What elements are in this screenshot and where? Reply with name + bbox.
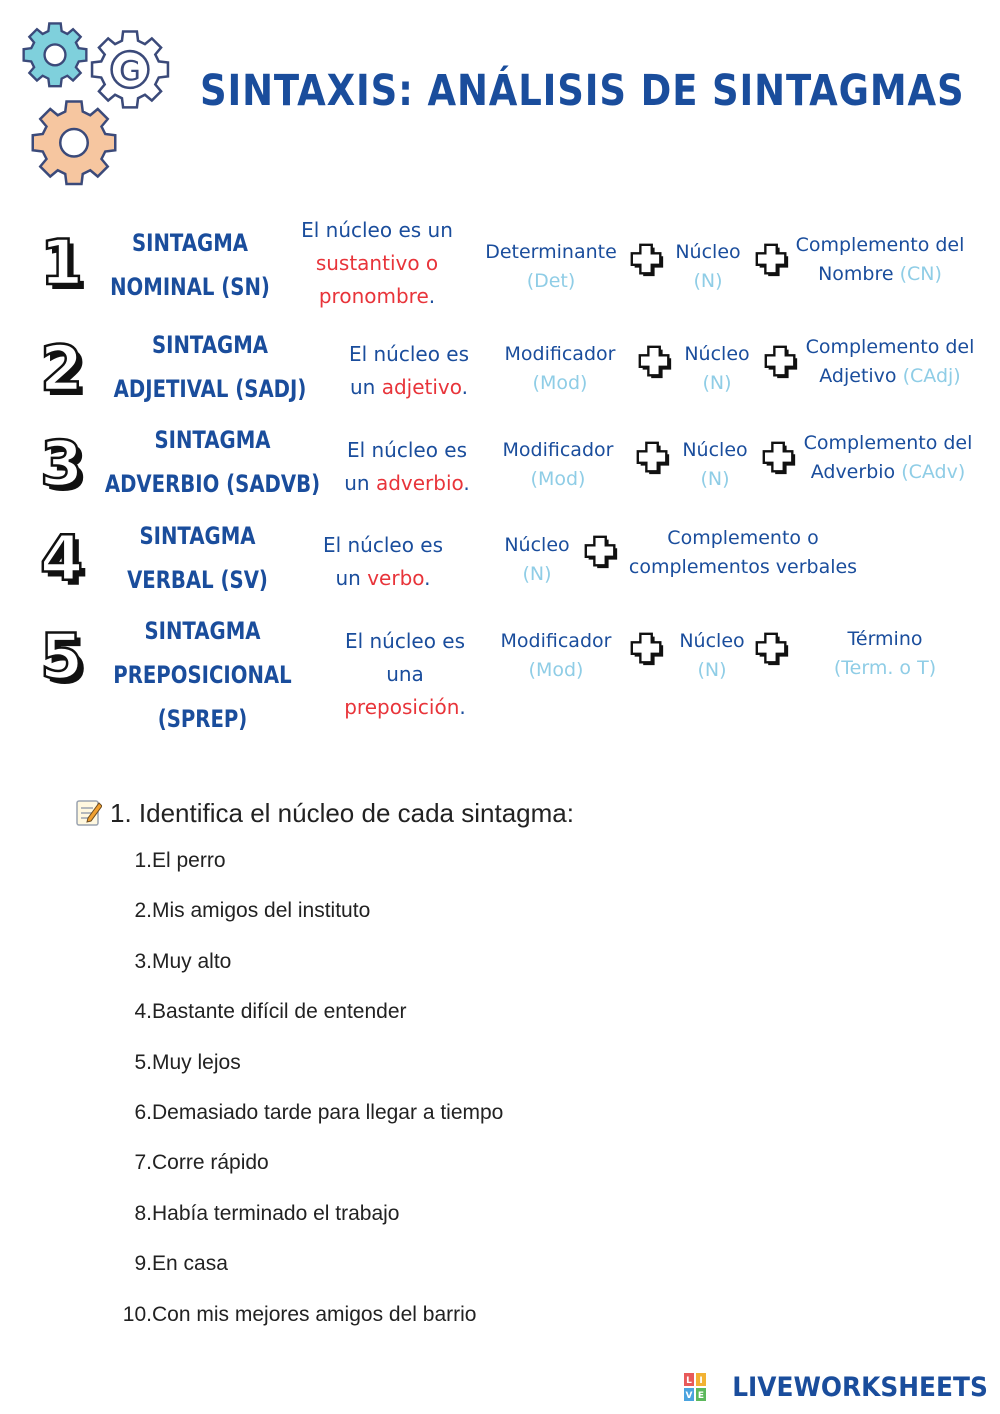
gears-logo-icon (18, 14, 183, 186)
row-title-line: (SPREP) (157, 705, 248, 733)
desc-keyword: adjetivo (381, 375, 462, 399)
exercise-list (110, 846, 503, 1350)
part-nucleo (666, 238, 750, 296)
part-label: Núcleo (684, 343, 750, 365)
desc-line (286, 280, 468, 313)
item-text: Con mis mejores amigos del barrio (152, 1302, 477, 1326)
desc-pre: un (335, 566, 368, 590)
part-label: Núcleo (682, 439, 748, 461)
row-number: 3 (40, 427, 84, 500)
row-title-line: PREPOSICIONAL (113, 661, 292, 689)
plus-icon (762, 343, 800, 381)
part-label: Determinante (485, 241, 617, 263)
part-abbr: (CN) (899, 263, 942, 285)
item-number: 5. (134, 1050, 152, 1074)
item-number: 6. (134, 1100, 152, 1124)
part-label: Núcleo (679, 630, 745, 652)
item-text: Muy alto (152, 949, 232, 973)
exercise-heading (76, 798, 574, 829)
row-title-line: ADJETIVAL (SADJ) (113, 375, 307, 403)
part-nucleo (675, 340, 759, 398)
item-number: 1. (134, 849, 152, 872)
list-item (110, 1148, 503, 1198)
plus-icon (760, 439, 798, 477)
item-number: 9. (134, 1252, 152, 1276)
row-description (332, 434, 482, 500)
part-abbr: (Term. o T) (833, 657, 937, 679)
list-item (110, 846, 503, 896)
row-title-line: SINTAGMA (154, 426, 271, 454)
row-title (92, 221, 289, 309)
desc-keyword: preposición (344, 695, 460, 719)
desc-keyword: sustantivo o (315, 251, 439, 275)
row-title-line: SINTAGMA (131, 229, 249, 257)
row-description (334, 338, 484, 404)
item-text: El perro (152, 849, 226, 872)
list-item (110, 1300, 503, 1350)
row-description (308, 529, 458, 595)
item-text: Había terminado el trabajo (152, 1201, 400, 1225)
part-abbr: (N) (697, 659, 727, 681)
row-number: 2 (40, 332, 84, 405)
item-number: 2. (134, 899, 152, 923)
part-abbr: (CAdj) (902, 365, 961, 387)
part-complemento (798, 429, 978, 487)
part-complemento (790, 231, 970, 289)
memo-icon (76, 798, 102, 826)
part-modificador (488, 436, 628, 494)
icon-letter: I (699, 1376, 703, 1386)
desc-end: . (459, 695, 466, 719)
list-item (110, 997, 503, 1047)
row-title-line: SINTAGMA (139, 522, 256, 550)
item-text: Corre rápido (152, 1151, 269, 1175)
part-nucleo (495, 531, 579, 589)
plus-icon (628, 630, 666, 668)
desc-line: El núcleo es (346, 438, 468, 462)
part-label-2: Adjetivo (819, 365, 897, 387)
plus-icon (634, 439, 672, 477)
desc-keyword: verbo (367, 566, 425, 590)
part-abbr: (N) (702, 372, 732, 394)
desc-keyword: pronombre (318, 284, 429, 308)
part-label: Complemento o (667, 527, 819, 549)
row-title-line: SINTAGMA (144, 617, 261, 645)
part-label: Modificador (504, 343, 616, 365)
part-label: Núcleo (504, 534, 570, 556)
part-modificador (490, 340, 630, 398)
part-nucleo (673, 436, 757, 494)
item-number: 10. (122, 1302, 152, 1326)
row-title-line: ADVERBIO (SADVB) (104, 470, 321, 498)
plus-icon (582, 533, 620, 571)
part-abbr: (Mod) (530, 468, 586, 490)
desc-keyword: adverbio (375, 471, 464, 495)
brand-name: LIVEWORKSHEETS (732, 1371, 988, 1403)
row-title-line: NOMINAL (SN) (110, 273, 270, 301)
row-title (94, 609, 311, 741)
part-label-2: Nombre (818, 263, 894, 285)
item-text: Bastante difícil de entender (152, 1000, 407, 1024)
desc-line: El núcleo es un (301, 218, 453, 242)
desc-end: . (428, 284, 436, 308)
exercise-heading-text: 1. Identifica el núcleo de cada sintagma: (110, 798, 574, 828)
item-text: Demasiado tarde para llegar a tiempo (152, 1100, 504, 1124)
item-number: 4. (134, 1000, 152, 1024)
part-label: Modificador (500, 630, 612, 652)
part-abbr: (Mod) (532, 372, 588, 394)
item-number: 7. (134, 1151, 152, 1175)
item-number: 3. (134, 949, 152, 973)
list-item (110, 1249, 503, 1299)
part-label: Modificador (502, 439, 614, 461)
part-nucleo (670, 627, 754, 685)
item-text: Mis amigos del instituto (152, 899, 371, 923)
row-description (330, 625, 480, 724)
desc-pre: un (349, 375, 382, 399)
page-title: SINTAXIS: ANÁLISIS DE SINTAGMAS (200, 66, 965, 116)
part-label (798, 458, 978, 487)
row-title-line: VERBAL (SV) (127, 566, 268, 594)
icon-letter: V (685, 1391, 693, 1401)
list-item (110, 1199, 503, 1249)
desc-line (332, 467, 482, 500)
desc-pre: un (344, 471, 376, 495)
part-complemento (620, 524, 866, 582)
part-label: Complemento del (805, 336, 975, 358)
part-abbr: (N) (522, 563, 552, 585)
desc-line: El núcleo es (348, 342, 470, 366)
plus-icon (753, 630, 791, 668)
plus-icon (636, 343, 674, 381)
desc-end: . (463, 471, 470, 495)
row-number: 5 (40, 620, 84, 693)
part-label (790, 260, 970, 289)
plus-icon (753, 241, 791, 279)
list-item (110, 1098, 503, 1148)
part-complemento (800, 333, 980, 391)
row-title (95, 323, 325, 411)
desc-line: El núcleo es (344, 629, 466, 653)
row-number: 4 (40, 522, 84, 595)
icon-letter: E (698, 1391, 705, 1401)
desc-line: una (386, 662, 424, 686)
desc-line (330, 691, 480, 724)
gear-letter: G (119, 54, 141, 87)
part-abbr: (N) (693, 270, 723, 292)
part-label (800, 362, 980, 391)
row-description (286, 214, 468, 313)
list-item (110, 896, 503, 946)
row-title (96, 418, 330, 506)
desc-line: El núcleo es (322, 533, 444, 557)
part-label-2: complementos verbales (628, 556, 858, 578)
part-modificador (486, 627, 626, 685)
row-title (93, 514, 302, 602)
part-termino (800, 625, 970, 683)
part-determinante (476, 238, 626, 296)
part-label: Complemento del (803, 432, 973, 454)
desc-end: . (424, 566, 431, 590)
desc-line (308, 562, 458, 595)
part-label: Núcleo (675, 241, 741, 263)
row-title-line: SINTAGMA (151, 331, 269, 359)
icon-letter: L (686, 1376, 693, 1386)
item-text: En casa (152, 1252, 228, 1276)
plus-icon (628, 241, 666, 279)
desc-line (334, 371, 484, 404)
liveworksheets-icon (684, 1373, 706, 1401)
list-item (110, 1048, 503, 1098)
part-label: Término (847, 628, 923, 650)
part-abbr: (CAdv) (901, 461, 966, 483)
part-label: Complemento del (795, 234, 965, 256)
part-abbr: (N) (700, 468, 730, 490)
list-item (110, 947, 503, 997)
desc-end: . (461, 375, 468, 399)
item-number: 8. (134, 1201, 152, 1225)
part-label-2: Adverbio (810, 461, 896, 483)
part-abbr: (Det) (526, 270, 576, 292)
liveworksheets-logo[interactable] (684, 1372, 988, 1402)
item-text: Muy lejos (152, 1050, 241, 1074)
part-abbr: (Mod) (528, 659, 584, 681)
row-number: 1 (40, 226, 84, 299)
